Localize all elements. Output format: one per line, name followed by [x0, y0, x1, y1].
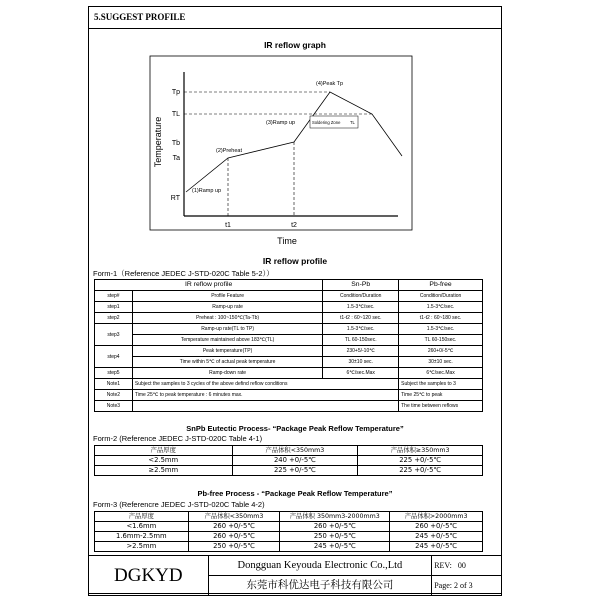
table-cell: TL 60-150sec. — [399, 335, 483, 346]
section-title: 5.SUGGEST PROFILE — [94, 12, 186, 22]
table-cell: step1 — [95, 302, 133, 313]
footer-title-block — [88, 555, 502, 596]
table-row — [95, 532, 483, 542]
table-cell: ≥2.5mm — [95, 466, 233, 476]
profile-table — [94, 279, 483, 412]
company-name-cn: 东莞市科优达电子科技有限公司 — [208, 576, 432, 596]
table-cell: 产品厚度 — [95, 446, 233, 456]
table-cell: Preheat : 100~150℃(Ta-Tb) — [132, 313, 322, 324]
table-cell — [432, 556, 502, 576]
table-cell: 240 +0/-5℃ — [232, 456, 358, 466]
section-divider — [88, 28, 502, 29]
soldering-zone-label: Soldering Zone — [312, 120, 341, 125]
table-cell: step5 — [95, 368, 133, 379]
table-cell: 260 +0/-5℃ — [280, 522, 390, 532]
soldering-zone-tl: TL — [350, 120, 355, 125]
header-snpb: Sn-Pb — [323, 280, 399, 291]
table-cell: <2.5mm — [95, 456, 233, 466]
table-cell: Ramp-up rate — [132, 302, 322, 313]
subheader-feature: Profile Feature — [132, 291, 322, 302]
table-row — [95, 335, 483, 346]
table-cell: 245 +0/-5℃ — [390, 542, 483, 552]
table-row — [95, 324, 483, 335]
table-cell: 245 +0/-5℃ — [280, 542, 390, 552]
profile-title: IR reflow profile — [262, 256, 328, 266]
table-cell: Ramp-down rate — [132, 368, 322, 379]
table-cell: 产品体积<350mm3 — [232, 446, 358, 456]
tick-tb: Tb — [171, 140, 180, 147]
table-cell: t1-t2 : 60~180 sec. — [399, 313, 483, 324]
page-label: Page: — [434, 581, 452, 590]
tick-tp: Tp — [171, 89, 180, 96]
table-row — [95, 379, 483, 390]
annotation-peak: (4)Peak Tp — [316, 81, 344, 87]
table-row — [95, 456, 483, 466]
annotation-ramp-up-3: (3)Ramp up — [266, 120, 296, 126]
table-cell: 260+0/-5℃ — [399, 346, 483, 357]
table-cell: 6℃/sec.Max — [323, 368, 399, 379]
table-cell: Note3 — [95, 401, 133, 412]
table-cell: Time 25℃ to peak — [399, 390, 483, 401]
table-cell: 245 +0/-5℃ — [390, 532, 483, 542]
y-axis-label: Temperature — [153, 116, 163, 168]
table-cell: Subject the samples to 3 — [399, 379, 483, 390]
table-row — [95, 401, 483, 412]
table-cell: 产品体积 350mm3-2000mm3 — [280, 512, 390, 522]
subheader-step: step# — [95, 291, 133, 302]
table-cell: step4 — [95, 346, 133, 368]
table-cell: 250 +0/-5℃ — [280, 532, 390, 542]
table-cell: 产品体积≥350mm3 — [358, 446, 483, 456]
graph-border — [150, 56, 412, 230]
company-name-en: Dongguan Keyouda Electronic Co.,Ltd — [208, 556, 432, 576]
table-cell: Subject the samples to 3 cycles of the above defind reflow conditions — [132, 379, 398, 390]
table-cell: t1-t2 : 60~120 sec. — [323, 313, 399, 324]
snpb-table — [94, 445, 483, 476]
tick-tl: TL — [171, 111, 180, 118]
table-cell: 260 +0/-5℃ — [188, 532, 280, 542]
table-row — [95, 522, 483, 532]
table-cell: 225 +0/-5℃ — [358, 456, 483, 466]
x-axis-label: Time — [277, 236, 297, 246]
table-cell: 230+5/-10℃ — [323, 346, 399, 357]
subheader-pbfree: Condition/Duration — [399, 291, 483, 302]
tick-t1: t1 — [225, 222, 231, 229]
pbfree-title: Pb-free Process - “Package Peak Reflow Temperature” — [197, 489, 393, 498]
table-row — [95, 357, 483, 368]
form2-label: Form-2 (Reference JEDEC J-STD-020C Table 4-1) — [93, 434, 263, 443]
table-cell: 6℃/sec.Max — [399, 368, 483, 379]
table-cell: 1.5-3℃/sec. — [323, 324, 399, 335]
table-cell: 260 +0/-5℃ — [390, 522, 483, 532]
table-cell: 260 +0/-5℃ — [188, 522, 280, 532]
table-cell: 30±10 sec. — [399, 357, 483, 368]
table-row — [95, 302, 483, 313]
table-cell: Peak temperature(TP) — [132, 346, 322, 357]
table-cell: 1.5-3℃/sec. — [323, 302, 399, 313]
table-cell — [132, 401, 398, 412]
header-pbfree: Pb-free — [399, 280, 483, 291]
table-cell: step2 — [95, 313, 133, 324]
table-cell: 30±10 sec. — [323, 357, 399, 368]
table-row — [95, 313, 483, 324]
rev-label: REV: — [434, 561, 452, 570]
rev-value: 00 — [457, 561, 466, 570]
snpb-title: SnPb Eutectic Process- “Package Peak Reflow Temperature” — [186, 424, 404, 433]
table-cell: 225 +0/-5℃ — [358, 466, 483, 476]
subheader-snpb: Condition/Duration — [323, 291, 399, 302]
graph-title: IR reflow graph — [264, 40, 326, 50]
table-cell: 产品体积>2000mm3 — [390, 512, 483, 522]
table-cell: <1.6mm — [95, 522, 189, 532]
table-row — [95, 466, 483, 476]
table-cell: 1.5-3℃/sec. — [399, 302, 483, 313]
tick-rt: RT — [170, 195, 180, 202]
table-cell: 1.5-3℃/sec. — [399, 324, 483, 335]
pbfree-table — [94, 511, 483, 552]
reflow-graph — [140, 52, 470, 250]
table-cell: Ramp-up rate(TL to TP) — [132, 324, 322, 335]
company-logo: DGKYD — [89, 556, 209, 596]
annotation-ramp-up-1: (1)Ramp up — [192, 188, 222, 194]
table-cell: Time within 5℃ of actual peak temperature — [132, 357, 322, 368]
annotation-preheat: (2)Preheat — [216, 148, 242, 154]
page-value: 2 of 3 — [453, 581, 473, 590]
table-cell: step3 — [95, 324, 133, 346]
table-cell: >2.5mm — [95, 542, 189, 552]
table-cell: Note2 — [95, 390, 133, 401]
table-row — [95, 368, 483, 379]
table-cell: 产品体积<350mm3 — [188, 512, 280, 522]
table-row — [95, 346, 483, 357]
form3-label: Form-3 (Referencre JEDEC J-STD-020C Table 4-2) — [93, 500, 265, 509]
table-cell: The time between reflows — [399, 401, 483, 412]
tick-t2: t2 — [291, 222, 297, 229]
form1-label: Form-1（Reference JEDEC J-STD-020C Table 5-2）） — [93, 269, 274, 278]
table-cell: Note1 — [95, 379, 133, 390]
table-cell: Time 25℃ to peak temperature : 6 minutes max. — [132, 390, 398, 401]
header-profile: IR reflow profile — [95, 280, 323, 291]
tick-ta: Ta — [172, 155, 180, 162]
table-cell: 产品厚度 — [95, 512, 189, 522]
table-row — [95, 390, 483, 401]
table-cell: 225 +0/-5℃ — [232, 466, 358, 476]
table-cell: 250 +0/-5℃ — [188, 542, 280, 552]
table-cell — [432, 576, 502, 596]
table-cell: 1.6mm-2.5mm — [95, 532, 189, 542]
table-row — [95, 542, 483, 552]
table-cell: TL 60-150sec. — [323, 335, 399, 346]
table-cell: Temperature maintained above 183℃(TL) — [132, 335, 322, 346]
